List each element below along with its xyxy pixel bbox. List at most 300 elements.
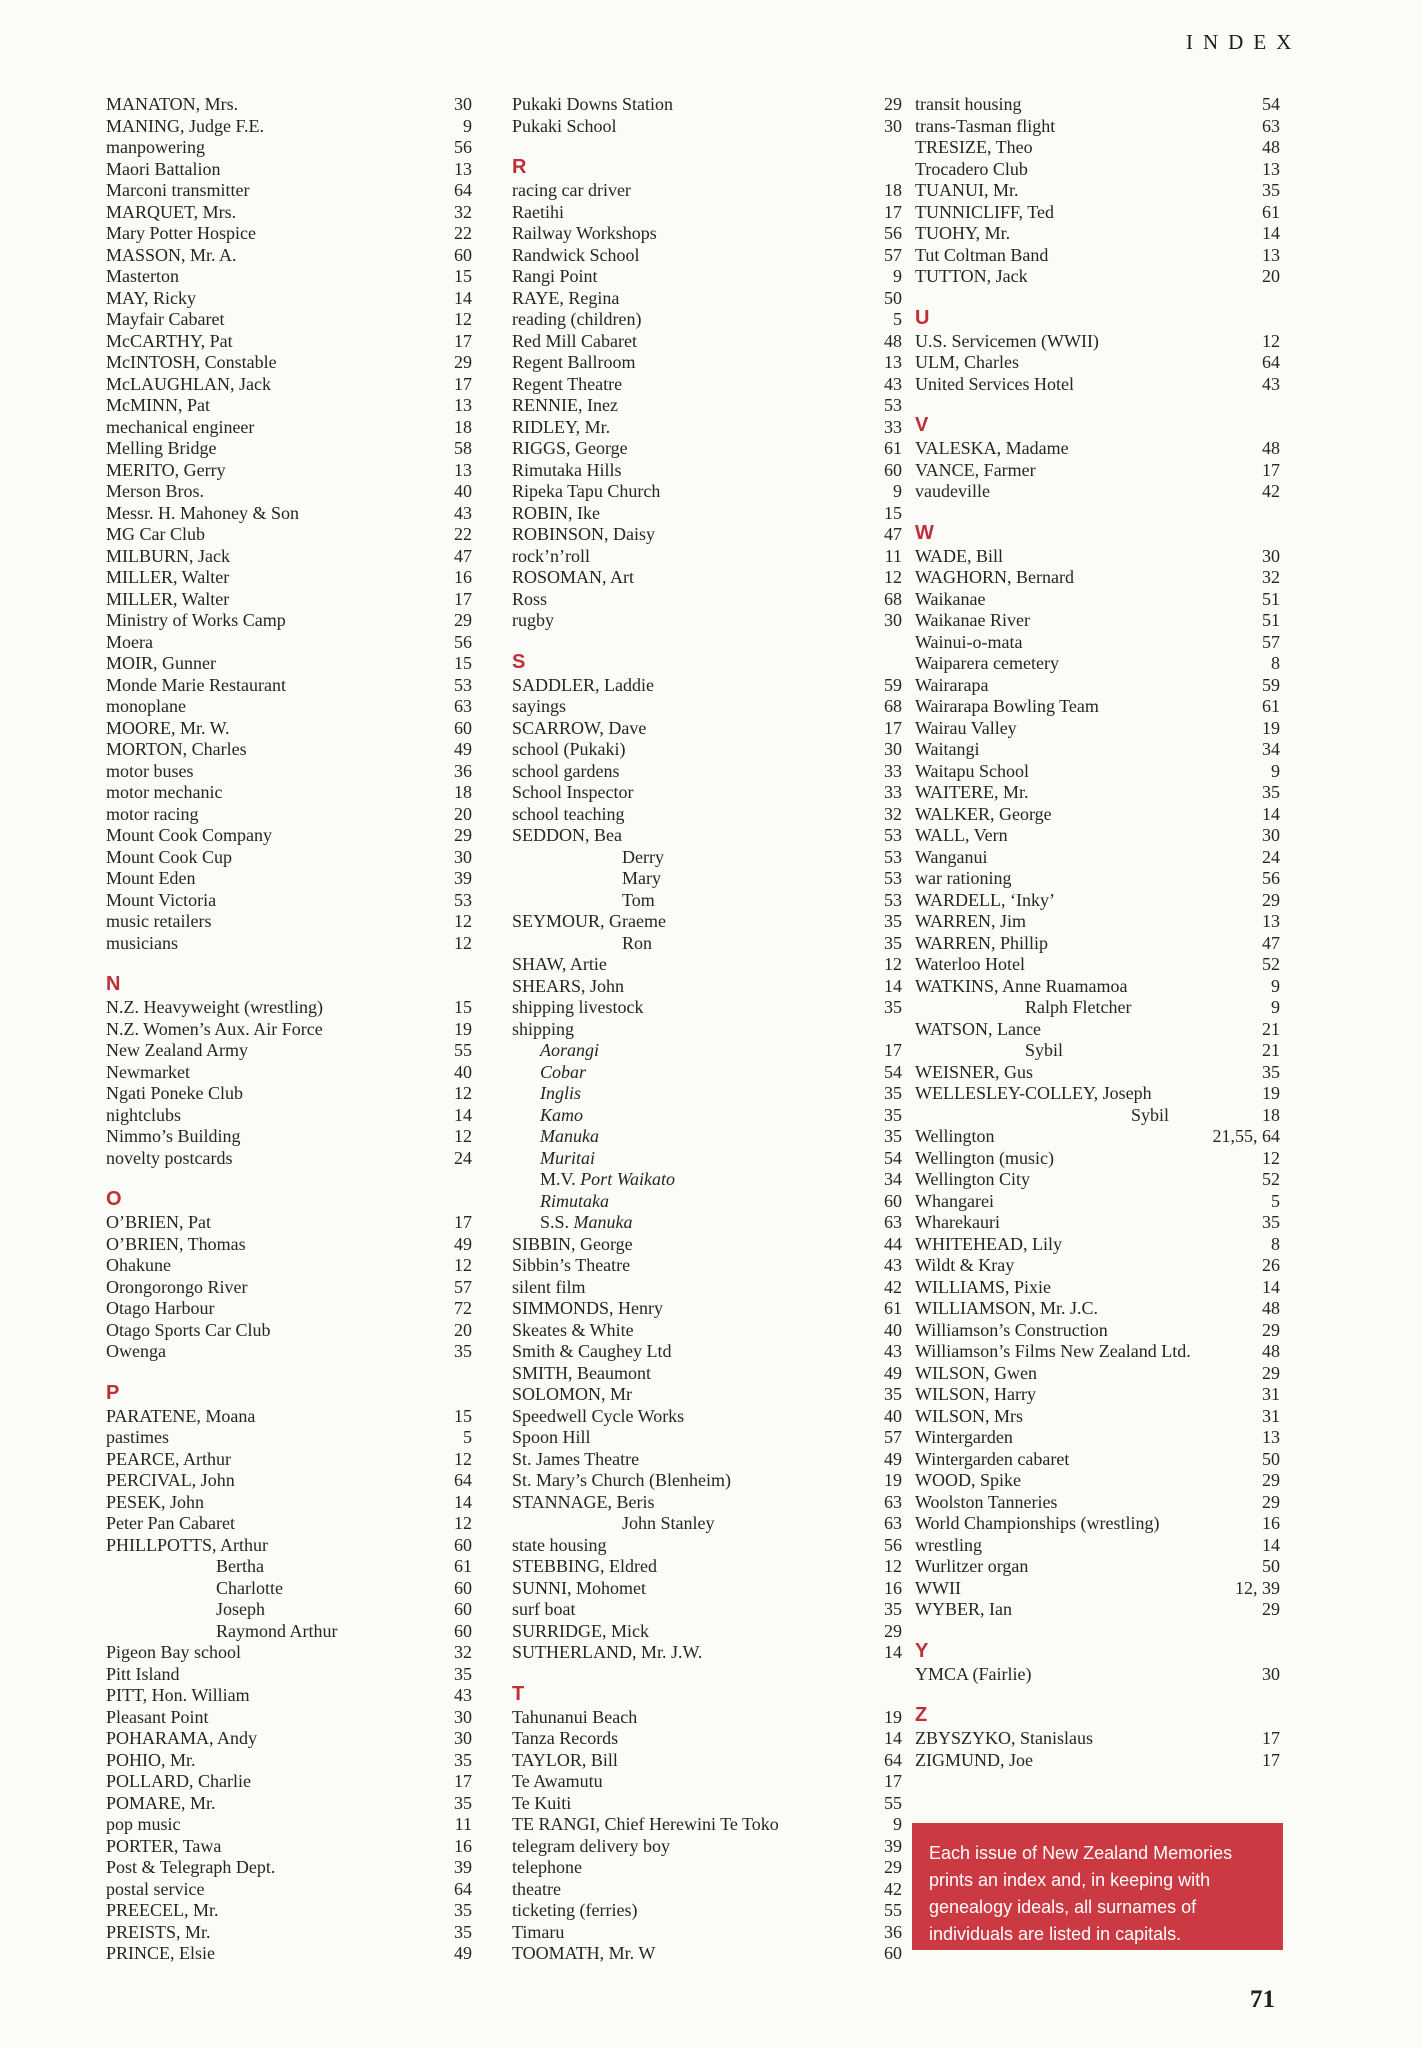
index-entry [915,567,1280,589]
index-entry [512,1019,902,1041]
entry-text: ROBIN, Ike [512,502,600,523]
entry-page: 5 [1271,1190,1280,1211]
entry-page: 57 [884,244,902,265]
index-entry [106,1664,472,1686]
entry-text: McCARTHY, Pat [106,330,233,351]
index-entry [512,1879,902,1901]
entry-text: monoplane [106,696,186,716]
entry-text: Melling Bridge [106,438,217,458]
index-entry [512,911,902,933]
index-entry [915,696,1280,718]
entry-text: School Inspector [512,782,634,802]
index-entry [512,696,902,718]
index-entry [106,761,472,783]
index-entry [106,374,472,396]
entry-page: 17 [884,1040,902,1060]
entry-text: Spoon Hill [512,1427,591,1447]
index-entry [106,933,472,955]
entry-text: TUTTON, Jack [915,266,1028,286]
entry-text: school teaching [512,803,625,824]
index-entry [915,976,1280,998]
index-entry [512,309,902,331]
entry-text: MOORE, Mr. W. [106,717,230,738]
index-entry [106,1707,472,1729]
entry-page: 53 [884,868,902,888]
entry-page: 35 [884,997,902,1017]
index-entry [915,1148,1280,1170]
entry-text: WATKINS, Anne Ruamamoa [915,975,1128,996]
entry-text: MG Car Club [106,524,205,544]
index-entry [915,890,1280,912]
entry-page: 42 [1262,481,1280,501]
entry-page: 12 [884,954,902,974]
entry-page: 17 [1262,1749,1280,1770]
entry-text: WELLESLEY-COLLEY, Joseph [915,1083,1152,1103]
entry-page: 60 [454,1534,472,1555]
index-entry [512,1750,902,1772]
entry-page: 64 [454,180,472,200]
index-entry [106,1535,472,1557]
index-entry [915,94,1280,116]
entry-text: U.S. Servicemen (WWII) [915,330,1099,351]
index-entry [106,1922,472,1944]
entry-page: 40 [884,1405,902,1426]
entry-text: TUANUI, Mr. [915,180,1019,200]
entry-text: WATSON, Lance [915,1018,1041,1039]
entry-page: 14 [884,975,902,996]
entry-text: WYBER, Ian [915,1599,1012,1619]
index-entry [915,546,1280,568]
entry-page: 29 [1262,1470,1280,1490]
index-entry [106,1556,472,1578]
index-entry [915,589,1280,611]
entry-page: 43 [884,373,902,394]
index-entry [106,675,472,697]
index-entry [106,718,472,740]
entry-page: 35 [1262,1212,1280,1232]
index-entry [106,460,472,482]
entry-page: 36 [454,760,472,781]
entry-text: WWII [915,1577,961,1598]
entry-page: 55 [454,1040,472,1060]
entry-page: 12 [1262,330,1280,351]
entry-text: Moera [106,631,153,652]
entry-page: 30 [884,115,902,136]
entry-page: 15 [454,1405,472,1426]
entry-text: POHARAMA, Andy [106,1728,258,1748]
entry-page: 33 [884,416,902,437]
entry-page: 51 [1262,610,1280,630]
entry-page: 55 [884,1792,902,1813]
entry-page: 12 [884,1556,902,1576]
index-entry [915,245,1280,267]
entry-page: 32 [454,201,472,222]
entry-page: 16 [454,1835,472,1856]
entry-page: 53 [454,889,472,910]
entry-page: 8 [1271,653,1280,673]
entry-text: Waikanae [915,588,986,609]
entry-text: Aorangi [540,1040,600,1060]
index-entry [915,1427,1280,1449]
entry-page: 33 [884,782,902,802]
entry-page: 34 [1262,739,1280,759]
entry-text: Sibbin’s Theatre [512,1255,631,1275]
entry-text: SOLOMON, Mr [512,1384,633,1404]
entry-page: 50 [1262,1448,1280,1469]
entry-page: 47 [884,524,902,544]
entry-text: Whangarei [915,1190,994,1211]
entry-text: Mary Potter Hospice [106,223,256,243]
entry-text: reading (children) [512,309,642,329]
index-entry [106,567,472,589]
entry-text: rock’n’roll [512,545,590,566]
index-entry [512,739,902,761]
entry-text: PREECEL, Mr. [106,1900,219,1920]
entry-text: pastimes [106,1427,169,1447]
index-entry [106,1793,472,1815]
entry-text: Wellington City [915,1169,1031,1189]
entry-text: Smith & Caughey Ltd [512,1341,672,1361]
index-entry [512,675,902,697]
entry-text: mechanical engineer [106,416,255,437]
entry-text: MOIR, Gunner [106,653,216,673]
index-entry [915,868,1280,890]
index-entry [106,116,472,138]
entry-text: Timaru [512,1921,565,1942]
entry-page: 31 [1262,1384,1280,1404]
entry-text: Ripeka Tapu Church [512,481,661,501]
page-header-index: INDEX [1186,30,1302,54]
entry-text: school gardens [512,760,620,781]
entry-text: Waikanae River [915,610,1030,630]
entry-text: SIBBIN, George [512,1233,633,1254]
entry-text: Wanganui [915,846,988,867]
index-entry [512,1771,902,1793]
entry-text: WILLIAMS, Pixie [915,1276,1051,1297]
index-entry [106,1040,472,1062]
entry-page: 49 [454,1233,472,1254]
entry-page: 18 [454,782,472,802]
entry-text: TOOMATH, Mr. W [512,1943,656,1963]
page-number: 71 [1250,1986,1275,2013]
index-entry [512,460,902,482]
entry-page: 15 [454,266,472,286]
entry-text: Pitt Island [106,1663,180,1684]
index-entry [512,1578,902,1600]
entry-page: 18 [884,180,902,200]
entry-text: Charlotte [216,1577,283,1598]
entry-text: STANNAGE, Beris [512,1491,655,1512]
entry-page: 29 [884,1857,902,1877]
entry-page: 9 [893,266,902,286]
index-entry [915,675,1280,697]
index-entry [106,417,472,439]
entry-page: 68 [884,588,902,609]
entry-text: Rimutaka Hills [512,459,622,480]
entry-text: Ngati Poneke Club [106,1083,243,1103]
entry-page: 48 [1262,1298,1280,1318]
entry-text: MILBURN, Jack [106,545,230,566]
entry-text: Wintergarden [915,1427,1013,1447]
entry-page: 68 [884,696,902,716]
entry-page: 29 [454,825,472,845]
entry-text: Maori Battalion [106,158,221,179]
entry-page: 50 [1262,1556,1280,1576]
entry-text: United Services Hotel [915,373,1074,394]
entry-text: YMCA (Fairlie) [915,1663,1032,1684]
index-entry [915,997,1280,1019]
entry-text: Tut Coltman Band [915,244,1049,265]
entry-page: 30 [454,94,472,114]
index-entry [106,1836,472,1858]
entry-text: Waitangi [915,739,980,759]
entry-page: 14 [454,1491,472,1512]
index-entry [915,911,1280,933]
index-entry [106,997,472,1019]
entry-page: 53 [884,889,902,910]
index-entry [915,438,1280,460]
index-entry [512,180,902,202]
entry-text: silent film [512,1276,586,1297]
entry-page: 19 [884,1470,902,1490]
index-entry [512,1126,902,1148]
entry-text: PORTER, Tawa [106,1835,222,1856]
entry-page: 49 [884,1362,902,1383]
entry-page: 13 [454,395,472,415]
entry-page: 35 [454,1341,472,1361]
entry-page: 60 [884,459,902,480]
entry-page: 40 [454,481,472,501]
entry-text: WEISNER, Gus [915,1061,1033,1082]
ship-name: Port Waikato [580,1169,676,1189]
entry-text: novelty postcards [106,1147,233,1168]
index-entry [106,890,472,912]
entry-page: 9 [893,1814,902,1834]
entry-page: 48 [1262,1341,1280,1361]
index-entry [512,1470,902,1492]
entry-text: Waterloo Hotel [915,954,1026,974]
entry-text: Sybil [1131,1104,1170,1125]
index-entry [512,1169,902,1191]
index-entry [512,718,902,740]
entry-text: SCARROW, Dave [512,717,647,738]
index-entry [915,1234,1280,1256]
index-entry [512,1384,902,1406]
entry-page: 61 [1262,201,1280,222]
entry-page: 8 [1271,1233,1280,1254]
index-entry [915,1750,1280,1772]
index-entry [512,331,902,353]
entry-page: 54 [884,1147,902,1168]
index-entry [915,1470,1280,1492]
entry-text: SEDDON, Bea [512,825,622,845]
entry-text: Ohakune [106,1255,171,1275]
entry-page: 17 [454,330,472,351]
entry-page: 20 [454,1319,472,1340]
entry-page: 64 [884,1749,902,1770]
index-entry [512,94,902,116]
index-entry [512,288,902,310]
index-entry [512,1814,902,1836]
entry-page: 24 [454,1147,472,1168]
entry-text: PREISTS, Mr. [106,1921,211,1942]
entry-page: 35 [1262,180,1280,200]
index-entry [915,1449,1280,1471]
entry-page: 13 [454,459,472,480]
entry-text: Woolston Tanneries [915,1491,1058,1512]
index-entry [512,1427,902,1449]
entry-page: 35 [884,932,902,953]
entry-text: WALKER, George [915,803,1052,824]
entry-text: RIGGS, George [512,438,628,458]
entry-text: RENNIE, Inez [512,395,618,415]
index-entry [915,1105,1280,1127]
entry-text: Tahunanui Beach [512,1706,638,1727]
entry-text: Orongorongo River [106,1276,248,1297]
entry-page: 72 [454,1298,472,1318]
entry-page: 54 [884,1061,902,1082]
entry-text: PEARCE, Arthur [106,1448,232,1469]
entry-text: Monde Marie Restaurant [106,674,286,695]
index-entry [512,1492,902,1514]
entry-page: 22 [454,223,472,243]
entry-text: Tom [622,889,655,910]
index-entry [915,460,1280,482]
entry-text: SMITH, Beaumont [512,1362,651,1383]
entry-text: telephone [512,1857,582,1877]
entry-text: Regent Ballroom [512,352,636,372]
index-entry [915,1062,1280,1084]
entry-page: 60 [884,1943,902,1963]
entry-page: 14 [1262,223,1280,243]
entry-text: theatre [512,1878,561,1899]
index-entry [915,1492,1280,1514]
index-entry [512,1341,902,1363]
entry-text: wrestling [915,1534,982,1555]
entry-page: 30 [884,739,902,759]
entry-text: Owenga [106,1341,166,1361]
index-entry [512,1599,902,1621]
entry-page: 48 [1262,438,1280,458]
index-entry [915,933,1280,955]
entry-text: Red Mill Cabaret [512,330,637,351]
index-entry [512,524,902,546]
index-entry [512,1105,902,1127]
entry-text: O’BRIEN, Pat [106,1212,211,1232]
entry-text: Williamson’s Films New Zealand Ltd. [915,1341,1191,1361]
index-entry [106,1728,472,1750]
index-entry [106,1513,472,1535]
entry-page: 30 [454,1728,472,1748]
index-entry [106,1578,472,1600]
entry-page: 57 [1262,631,1280,652]
index-entry [106,1642,472,1664]
index-entry [512,589,902,611]
entry-page: 17 [1262,1728,1280,1748]
entry-page: 18 [1262,1104,1280,1125]
index-entry [106,1083,472,1105]
entry-text: POHIO, Mr. [106,1749,196,1770]
index-entry [106,1234,472,1256]
index-entry [106,503,472,525]
entry-text: Messr. H. Mahoney & Son [106,502,299,523]
entry-page: 35 [884,1599,902,1619]
index-entry [915,1083,1280,1105]
entry-page: 34 [884,1169,902,1189]
entry-page: 30 [884,610,902,630]
index-entry [915,1535,1280,1557]
index-entry [106,309,472,331]
index-entry [106,438,472,460]
entry-page: 42 [884,1878,902,1899]
entry-page: 31 [1262,1405,1280,1426]
index-entry [915,1363,1280,1385]
entry-text: Regent Theatre [512,373,623,394]
index-entry [915,116,1280,138]
entry-page: 35 [454,1921,472,1942]
index-entry [512,1234,902,1256]
section-letter-T: T [512,1682,526,1705]
entry-text: Wurlitzer organ [915,1556,1029,1576]
entry-text: MORTON, Charles [106,739,247,759]
index-entry [915,804,1280,826]
index-entry [512,1040,902,1062]
index-entry [106,1212,472,1234]
entry-page: 11 [884,545,902,566]
entry-text: PARATENE, Moana [106,1405,256,1426]
index-entry [512,438,902,460]
entry-page: 52 [1262,1169,1280,1189]
entry-text: VANCE, Farmer [915,459,1036,480]
index-entry [106,288,472,310]
entry-text: Mount Cook Cup [106,846,233,867]
index-entry [915,1406,1280,1428]
entry-page: 35 [884,1104,902,1125]
index-entry [106,331,472,353]
entry-text: PRINCE, Elsie [106,1943,216,1963]
entry-text: MERITO, Gerry [106,459,226,480]
index-entry [512,1062,902,1084]
entry-text: Ralph Fletcher [1025,997,1132,1017]
entry-text: POMARE, Mr. [106,1792,216,1813]
section-letter-S: S [512,650,527,673]
entry-page: 53 [884,395,902,415]
entry-text: World Championships (wrestling) [915,1513,1160,1533]
index-entry [512,202,902,224]
entry-page: 17 [884,201,902,222]
entry-text: MILLER, Walter [106,588,230,609]
index-entry [512,1922,902,1944]
index-entry [915,1298,1280,1320]
index-entry [106,825,472,847]
entry-page: 17 [454,1212,472,1232]
entry-page: 14 [1262,1534,1280,1555]
entry-text: MARQUET, Mrs. [106,201,237,222]
entry-text: musicians [106,932,178,953]
entry-page: 49 [454,1943,472,1963]
entry-text: Cobar [540,1061,587,1082]
entry-page: 9 [1271,975,1280,996]
entry-text [540,1169,675,1191]
entry-text: Mary [622,868,661,888]
index-entry [106,1685,472,1707]
entry-text: Otago Sports Car Club [106,1319,271,1340]
entry-text: TUOHY, Mr. [915,223,1011,243]
entry-page: 60 [454,717,472,738]
index-entry [915,1513,1280,1535]
entry-page: 55 [884,1900,902,1920]
index-column-3 [915,94,1280,1771]
